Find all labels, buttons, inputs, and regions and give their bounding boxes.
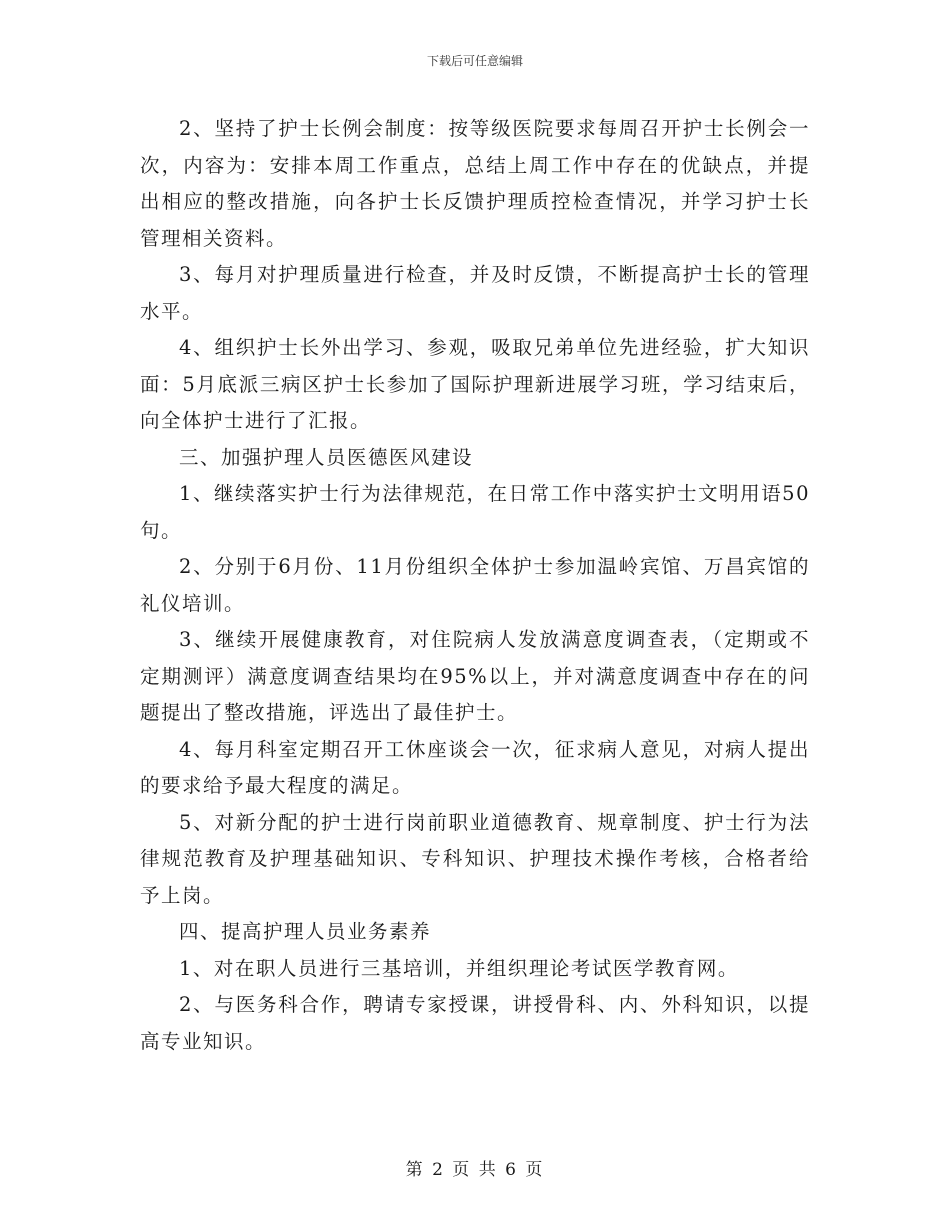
paragraph-s3-item-1: 1、继续落实护士行为法律规范，在日常工作中落实护士文明用语50句。 [140, 482, 810, 542]
paragraph-item-3: 3、每月对护理质量进行检查，并及时反馈，不断提高护士长的管理水平。 [140, 263, 810, 323]
paragraph-item-2: 2、坚持了护士长例会制度：按等级医院要求每周召开护士长例会一次，内容为：安排本周工作重点，总结上周工作中存在的优缺点，并提出相应的整改措施，向各护士长反馈护理质控检查情况，并学习护士长管理相关资料。 [140, 117, 810, 250]
page-number: 第 2 页 共 6 页 [405, 1160, 545, 1180]
section-heading-3: 三、加强护理人员医德医风建设 [179, 445, 474, 469]
paragraph-s3-item-2: 2、分别于6月份、11月份组织全体护士参加温岭宾馆、万昌宾馆的礼仪培训。 [140, 555, 810, 615]
document-body [140, 111, 810, 1060]
section-heading-4: 四、提高护理人员业务素养 [179, 920, 432, 943]
paragraph-s3-item-4: 4、每月科室定期召开工休座谈会一次，征求病人意见，对病人提出的要求给予最大程度的满足。 [140, 737, 810, 797]
paragraph-s4-item-1: 1、对在职人员进行三基培训，并组织理论考试医学教育网。 [179, 956, 739, 980]
paragraph-s4-item-2: 2、与医务科合作，聘请专家授课，讲授骨科、内、外科知识，以提高专业知识。 [140, 993, 810, 1053]
paragraph-item-4: 4、组织护士长外出学习、参观，吸取兄弟单位先进经验，扩大知识面：5月底派三病区护士长参加了国际护理新进展学习班，学习结束后，向全体护士进行了汇报。 [140, 336, 810, 432]
paragraph-s3-item-5: 5、对新分配的护士进行岗前职业道德教育、规章制度、护士行为法律规范教育及护理基础知识、专科知识、护理技术操作考核，合格者给予上岗。 [140, 810, 810, 907]
page-header: 下载后可任意编辑 [426, 54, 523, 68]
paragraph-s3-item-3: 3、继续开展健康教育，对住院病人发放满意度调查表，（定期或不定期测评）满意度调查结果均在95%以上，并对满意度调查中存在的问题提出了整改措施，评选出了最佳护士。 [140, 628, 810, 724]
